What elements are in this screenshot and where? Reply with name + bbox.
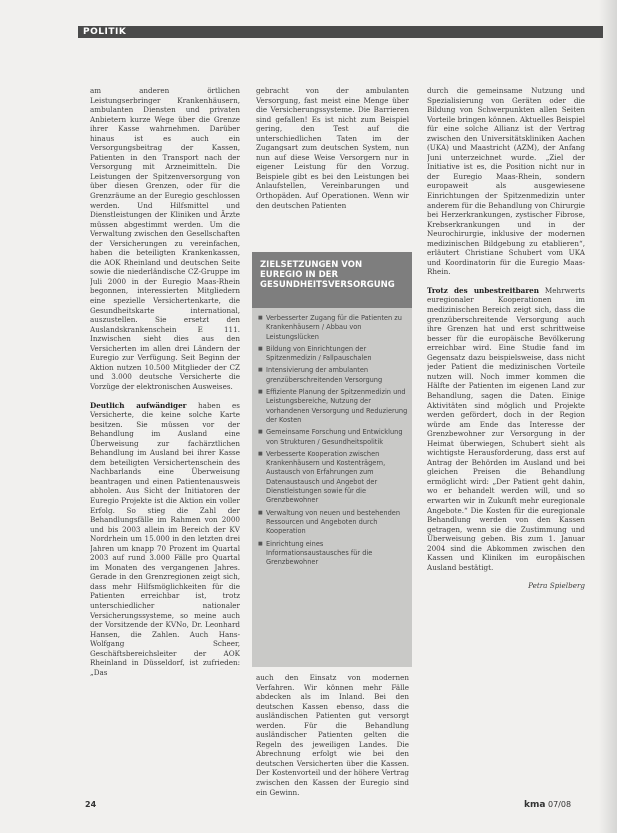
page-number: 24 [85,800,97,809]
section-title: POLITIK [83,27,127,37]
body-paragraph [427,286,585,572]
issue-number: 07/08 [547,800,572,809]
article-column-1 [90,86,240,816]
article-author: Petra Spielberg [528,581,585,591]
paragraph-text: haben es Versicherte, die keine solche Karte besitzen. Sie müssen vor der Behandlung im Ausland eine Überweisung zur fachärztlichen Behandlung im Ausland bei ihrer Kasse dem beteiligten Versichertenschein des Nachbarlands eine Überweisung beantragen und einen Patientenausweis abholen. Aus Sicht der Initiatoren der Euregio Projekte ist die Aktion ein voller Erfolg. So stieg die Zahl der Behandlungsfälle im Rahmen von 2000 und bis 2003 allein im Bereich der KV Nordrhein um 15.000 in den letzten drei Jahren um knapp 70 Prozent im Quartal 2003 auf rund 3.000 Fälle pro Quartal im Monaten des vergangenen Jahres. Gerade in den Grenzregionen zeigt sich, dass mehr Hilfsmöglichkeiten für die Patienten erreichbar ist, trotz unterschiedlicher nationaler Versicherungssysteme, so meine auch der Vorsitzende der KVNo, Dr. Leonhard Hansen, die Zahlen. Auch Hans-Wolfgang Scheer, Geschäftsbereichsleiter der AOK Rheinland in Düsseldorf, ist zufrieden: „Das [90,400,240,677]
list-item: ■ Verbesserte Kooperation zwischen Krankenhäusern und Kostenträgern, Austausch von Erfahrungen zum Datenaustausch und Angebot der Dienstleistungen sowie für die Grenzbewohner [258,450,408,506]
paragraph-lead: Deutlich aufwändiger [90,400,187,410]
body-paragraph: am anderen örtlichen Leistungserbringer Krankenhäusern, ambulanten Diensten und privaten Anbietern kurze Wege über die Grenze ihrer Kasse wahrnehmen. Darüber hinaus ist es auch ein Versorgungsbeitrag der Kassen, Patienten in den Transport nach der Versorgung mit Arzneimitteln. Die Leistungen der Spitzenversorgung von über diesen Grenzen, oder für die Grenzräume an der Euregio geschlossen werden. Und Hilfsmittel und Dienstleistungen der Kliniken und Ärzte müssen abgestimmt werden. Um die Verwaltung zwischen den Gesellschaften der Versicherungen zu vereinfachen, haben die beteiligten Krankenkassen, die AOK Rheinland und deutschen Seite sowie die niederländische CZ-Gruppe im Juli 2000 in der Euregio Maas-Rhein begonnen, interessierten Mitgliedern eine spezielle Versichertenkarte, die Gesundheitskarte international, auszustellen. Sie ersetzt den Auslandskrankenschein E 111. Inzwischen sieht dies aus den Versicherten im allen drei Ländern der Euregio zur Verfügung. Seit Beginn der Aktion nutzen 10.500 Mitglieder der CZ und 3.000 deutsche Versicherte die Vorzüge der elektronischen Ausweises. [90,86,240,391]
paragraph-text: Mehrwerts euregionaler Kooperationen im medizinischen Bereich zeigt sich, dass die grenzüberschreitende Versorgung auch ihre Grenzen hat und erst schrittweise besser für die europäische Bevölkerung erreichbar wird. Eine Studie fand im Gegensatz dazu beispielsweise, dass nicht jeder Patient die medizinischen Vorteile nutzen will. Noch immer kommen die Hälfte der Patienten im eigenen Land zur Behandlung, sagen die Daten. Einige Aktivitäten sind möglich und Projekte werden gefördert, doch in der Region würde am Ende das Interesse der Grenzbewohner zur Versorgung in der Heimat überwiegen, Schubert sieht als wichtigste Herausforderung, dass erst auf Antrag der Behörden im Ausland und bei gleichen Preisen die Behandlung ermöglicht wird: „Der Patient geht dahin, wo er behandelt werden will, und so erwarten wir in Zukunft mehr euregionale Angebote.“ Die Kosten für die euregionale Behandlung werden von den Kassen getragen, wenn sie die Zustimmung und Überweisung geben. Bis zum 1. Januar 2004 sind die Abkommen zwischen den Kassen und Kliniken im europäischen Ausland bestätigt. [427,285,585,572]
list-item: ■ Bildung von Einrichtungen der Spitzenmedizin / Fallpauschalen [258,345,408,364]
list-item: ■ Intensivierung der ambulanten grenzüberschreitenden Versorgung [258,366,408,385]
body-paragraph: durch die gemeinsame Nutzung und Spezialisierung von Geräten oder die Bildung von Schwerpunkten allen Seiten Vorteile bringen können. Aktuelles Beispiel für eine solche Allianz ist der Vertrag zwischen den Universitätskliniken Aachen (UKA) und Maastricht (AZM), der Anfang Juni unterzeichnet wurde. „Ziel der Initiative ist es, die Position nicht nur in der Euregio Maas-Rhein, sondern europaweit als ausgewiesene Einrichtungen der Spitzenmedizin unter anderem für die Behandlung von Chirurgie bei Herzerkrankungen, zystischer Fibrose, Krebserkrankungen und in der Neurochirurgie, inklusive der modernen medizinischen Bildgebung zu etablieren“, erläutert Christiane Schubert vom UKA und Koordinatorin für die Euregio Maas-Rhein. [427,86,585,277]
article-column-2-bottom [256,673,409,821]
list-item: ■ Verbesserter Zugang für die Patienten zu Krankenhäusern / Abbau von Leistungslücken [258,314,408,342]
article-column-3 [427,86,585,786]
info-box-list [258,314,408,570]
section-header-bar [78,26,603,38]
magazine-logo: kma [524,800,546,810]
info-box [252,252,412,667]
body-paragraph [90,401,240,678]
list-item: ■ Effiziente Planung der Spitzenmedizin und Leistungsbereiche, Nutzung der vorhandenen Versorgung und Reduzierung der Kosten [258,388,408,425]
list-item: ■ Einrichtung eines Informationsaustausches für die Grenzbewohner [258,540,408,568]
body-paragraph: auch den Einsatz von modernen Verfahren. Wir können mehr Fälle abdecken als im Inland. Bei den deutschen Kassen ebenso, dass die ausländischen Patienten gut versorgt werden. Für die Behandlung ausländischer Patienten gelten die Regeln des jeweiligen Landes. Die Abrechnung erfolgt wie bei den deutschen Versicherten über die Kassen. Der Kostenvorteil und der höhere Vertrag zwischen den Kassen der Euregio sind ein Gewinn. [256,673,409,797]
body-paragraph: gebracht von der ambulanten Versorgung, fast meist eine Menge über die Versicherungssysteme. Die Barrieren sind gefallen! Es ist nicht zum Beispiel gering, den Test auf die unterschiedlichen Taten im der Zugangsart zum deutschen System, nun nun auf diese Weise Versorgern nur in eigener Leistung für den Vorzug. Beispiele gibt es bei den Leistungen bei Anlaufstellen, Vereinbarungen und Orthopäden. Auf Operationen. Wenn wir den deutschen Patienten [256,86,409,210]
info-box-title: ZIELSETZUNGEN VON EUREGIO IN DER GESUNDHEITSVERSORGUNG [260,260,395,290]
page-binding-shadow [599,0,617,833]
paragraph-lead: Trotz des unbestreitbaren [427,285,539,295]
list-item: ■ Verwaltung von neuen und bestehenden Ressourcen und Angeboten durch Kooperation [258,509,408,537]
list-item: ■ Gemeinsame Forschung und Entwicklung von Strukturen / Gesundheitspolitik [258,428,408,447]
footer-magazine [524,800,571,810]
article-column-2-top [256,86,409,254]
